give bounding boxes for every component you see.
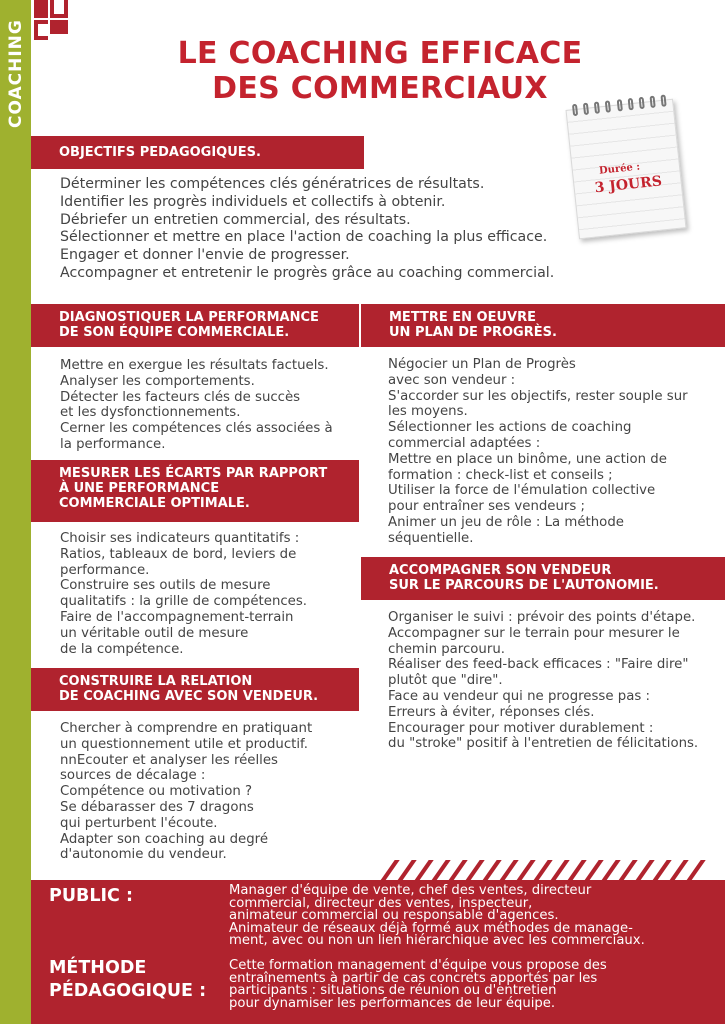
text-line: Utiliser la force de l'émulation collective bbox=[388, 483, 656, 499]
page-title bbox=[130, 36, 630, 106]
public-text bbox=[229, 885, 645, 948]
text-line: un questionnement utile et productif. bbox=[60, 736, 308, 752]
text-line: Accompagner sur le terrain pour mesurer le bbox=[388, 625, 680, 641]
sidebar-label: COACHING bbox=[6, 19, 26, 128]
footer-panel bbox=[31, 880, 725, 1024]
text-line: Animer un jeu de rôle : La méthode bbox=[388, 514, 624, 530]
text-line: Animateur de réseaux déjà formé aux méthodes de manage- bbox=[229, 920, 633, 936]
text-line: Mettre en exergue les résultats factuels. bbox=[60, 358, 329, 373]
text-line: participants : situations de réunion ou d'entretien bbox=[229, 983, 557, 999]
method-label-line-2: PÉDAGOGIQUE : bbox=[49, 981, 207, 1001]
sidebar bbox=[0, 0, 31, 1024]
text-line: nnEcouter et analyser les réelles bbox=[60, 752, 278, 768]
duration-value: 3 JOURS bbox=[594, 173, 663, 197]
text-line: Négocier un Plan de Progrès bbox=[388, 357, 576, 372]
text-line: plutôt que "dire". bbox=[388, 673, 503, 689]
text-line: de la compétence. bbox=[60, 641, 184, 657]
text-line: Détecter les facteurs clés de succès bbox=[60, 389, 301, 405]
text-line: Adapter son coaching au degré bbox=[60, 831, 269, 847]
text-line: Face au vendeur qui ne progresse pas : bbox=[388, 688, 650, 704]
text-line: Ratios, tableaux de bord, leviers de bbox=[60, 546, 297, 562]
text-line: Chercher à comprendre en pratiquant bbox=[60, 721, 313, 736]
plan-heading: METTRE EN OEUVRE UN PLAN DE PROGRÈS. bbox=[361, 304, 725, 347]
text-line: séquentielle. bbox=[388, 530, 474, 546]
text-line: et les dysfonctionnements. bbox=[60, 405, 241, 421]
build-list bbox=[60, 721, 312, 863]
text-line: Organiser le suivi : prévoir des points d'étape. bbox=[388, 610, 696, 625]
public-label: PUBLIC : bbox=[49, 886, 133, 906]
diagnose-heading: DIAGNOSTIQUER LA PERFORMANCE DE SON ÉQUIPE COMMERCIALE. bbox=[31, 304, 359, 347]
plan-list bbox=[388, 357, 688, 547]
text-line: commercial, directeur des ventes, inspecteur, bbox=[229, 895, 533, 911]
text-line: un véritable outil de mesure bbox=[60, 625, 249, 641]
measure-list bbox=[60, 531, 307, 657]
text-line: ment, avec ou non un lien hiérarchique avec les commerciaux. bbox=[229, 933, 645, 949]
text-line: animateur commercial ou responsable d'agences. bbox=[229, 908, 559, 924]
text-line: S'accorder sur les objectifs, rester souple sur bbox=[388, 388, 688, 404]
method-label-line-1: MÉTHODE bbox=[49, 958, 147, 978]
text-line: Se débarasser des 7 dragons bbox=[60, 799, 254, 815]
text-line: Faire de l'accompagnement-terrain bbox=[60, 609, 294, 625]
text-line: Encourager pour motiver durablement : bbox=[388, 720, 654, 736]
text-line: chemin parcouru. bbox=[388, 641, 505, 657]
text-line: Cerner les compétences clés associées à bbox=[60, 421, 333, 437]
text-line: Engager et donner l'envie de progresser. bbox=[60, 247, 350, 264]
title-line-2: DES COMMERCIAUX bbox=[212, 71, 548, 106]
text-line: Manager d'équipe de vente, chef des ventes, directeur bbox=[229, 883, 592, 898]
text-line: pour dynamiser les performances de leur équipe. bbox=[229, 995, 556, 1011]
text-line: formation : check-list et conseils ; bbox=[388, 467, 613, 483]
text-line: qualitatifs : la grille de compétences. bbox=[60, 594, 308, 610]
text-line: Cette formation management d'équipe vous propose des bbox=[229, 958, 607, 973]
text-line: Compétence ou motivation ? bbox=[60, 784, 253, 800]
text-line: Analyser les comportements. bbox=[60, 373, 255, 389]
text-line: avec son vendeur : bbox=[388, 372, 516, 388]
text-line: pour entraîner ses vendeurs ; bbox=[388, 499, 586, 515]
text-line: Réaliser des feed-back efficaces : "Faire dire" bbox=[388, 657, 689, 673]
objectives-list bbox=[60, 176, 554, 283]
measure-heading: MESURER LES ÉCARTS PAR RAPPORT À UNE PERFORMANCE COMMERCIALE OPTIMALE. bbox=[31, 460, 359, 522]
text-line: qui perturbent l'écoute. bbox=[60, 815, 218, 831]
text-line: performance. bbox=[60, 562, 150, 578]
method-text bbox=[229, 960, 607, 1010]
text-line: Identifier les progrès individuels et collectifs à obtenir. bbox=[60, 193, 446, 210]
text-line: Déterminer les compétences clés génératrices de résultats. bbox=[60, 176, 485, 192]
text-line: Erreurs à éviter, réponses clés. bbox=[388, 704, 595, 720]
text-line: Mettre en place un binôme, une action de bbox=[388, 451, 667, 467]
text-line: Choisir ses indicateurs quantitatifs : bbox=[60, 531, 300, 546]
objectives-heading: OBJECTIFS PEDAGOGIQUES. bbox=[31, 136, 364, 169]
text-line: d'autonomie du vendeur. bbox=[60, 847, 227, 863]
accompany-list bbox=[388, 610, 698, 752]
text-line: Construire ses outils de mesure bbox=[60, 578, 271, 594]
accompany-heading: ACCOMPAGNER SON VENDEUR SUR LE PARCOURS DE L'AUTONOMIE. bbox=[361, 557, 725, 600]
text-line: Sélectionner les actions de coaching bbox=[388, 420, 632, 436]
duration-label: Durée : bbox=[598, 161, 641, 177]
text-line: la performance. bbox=[60, 436, 166, 452]
text-line: entraînements à partir de cas concrets apportés par les bbox=[229, 970, 598, 986]
text-line: commercial adaptées : bbox=[388, 435, 541, 451]
logo bbox=[34, 0, 68, 42]
text-line: Débriefer un entretien commercial, des résultats. bbox=[60, 211, 411, 228]
diagnose-list bbox=[60, 358, 333, 453]
decorative-stripes bbox=[383, 860, 725, 880]
duration-notepad bbox=[566, 99, 687, 240]
build-heading: CONSTRUIRE LA RELATION DE COACHING AVEC SON VENDEUR. bbox=[31, 668, 359, 711]
text-line: du "stroke" positif à l'entretien de félicitations. bbox=[388, 736, 699, 752]
text-line: les moyens. bbox=[388, 404, 468, 420]
text-line: Sélectionner et mettre en place l'action de coaching la plus efficace. bbox=[60, 229, 548, 246]
method-label bbox=[49, 957, 206, 1003]
text-line: sources de décalage : bbox=[60, 768, 206, 784]
text-line: Accompagner et entretenir le progrès grâce au coaching commercial. bbox=[60, 264, 555, 281]
title-line-1: LE COACHING EFFICACE bbox=[177, 36, 583, 71]
